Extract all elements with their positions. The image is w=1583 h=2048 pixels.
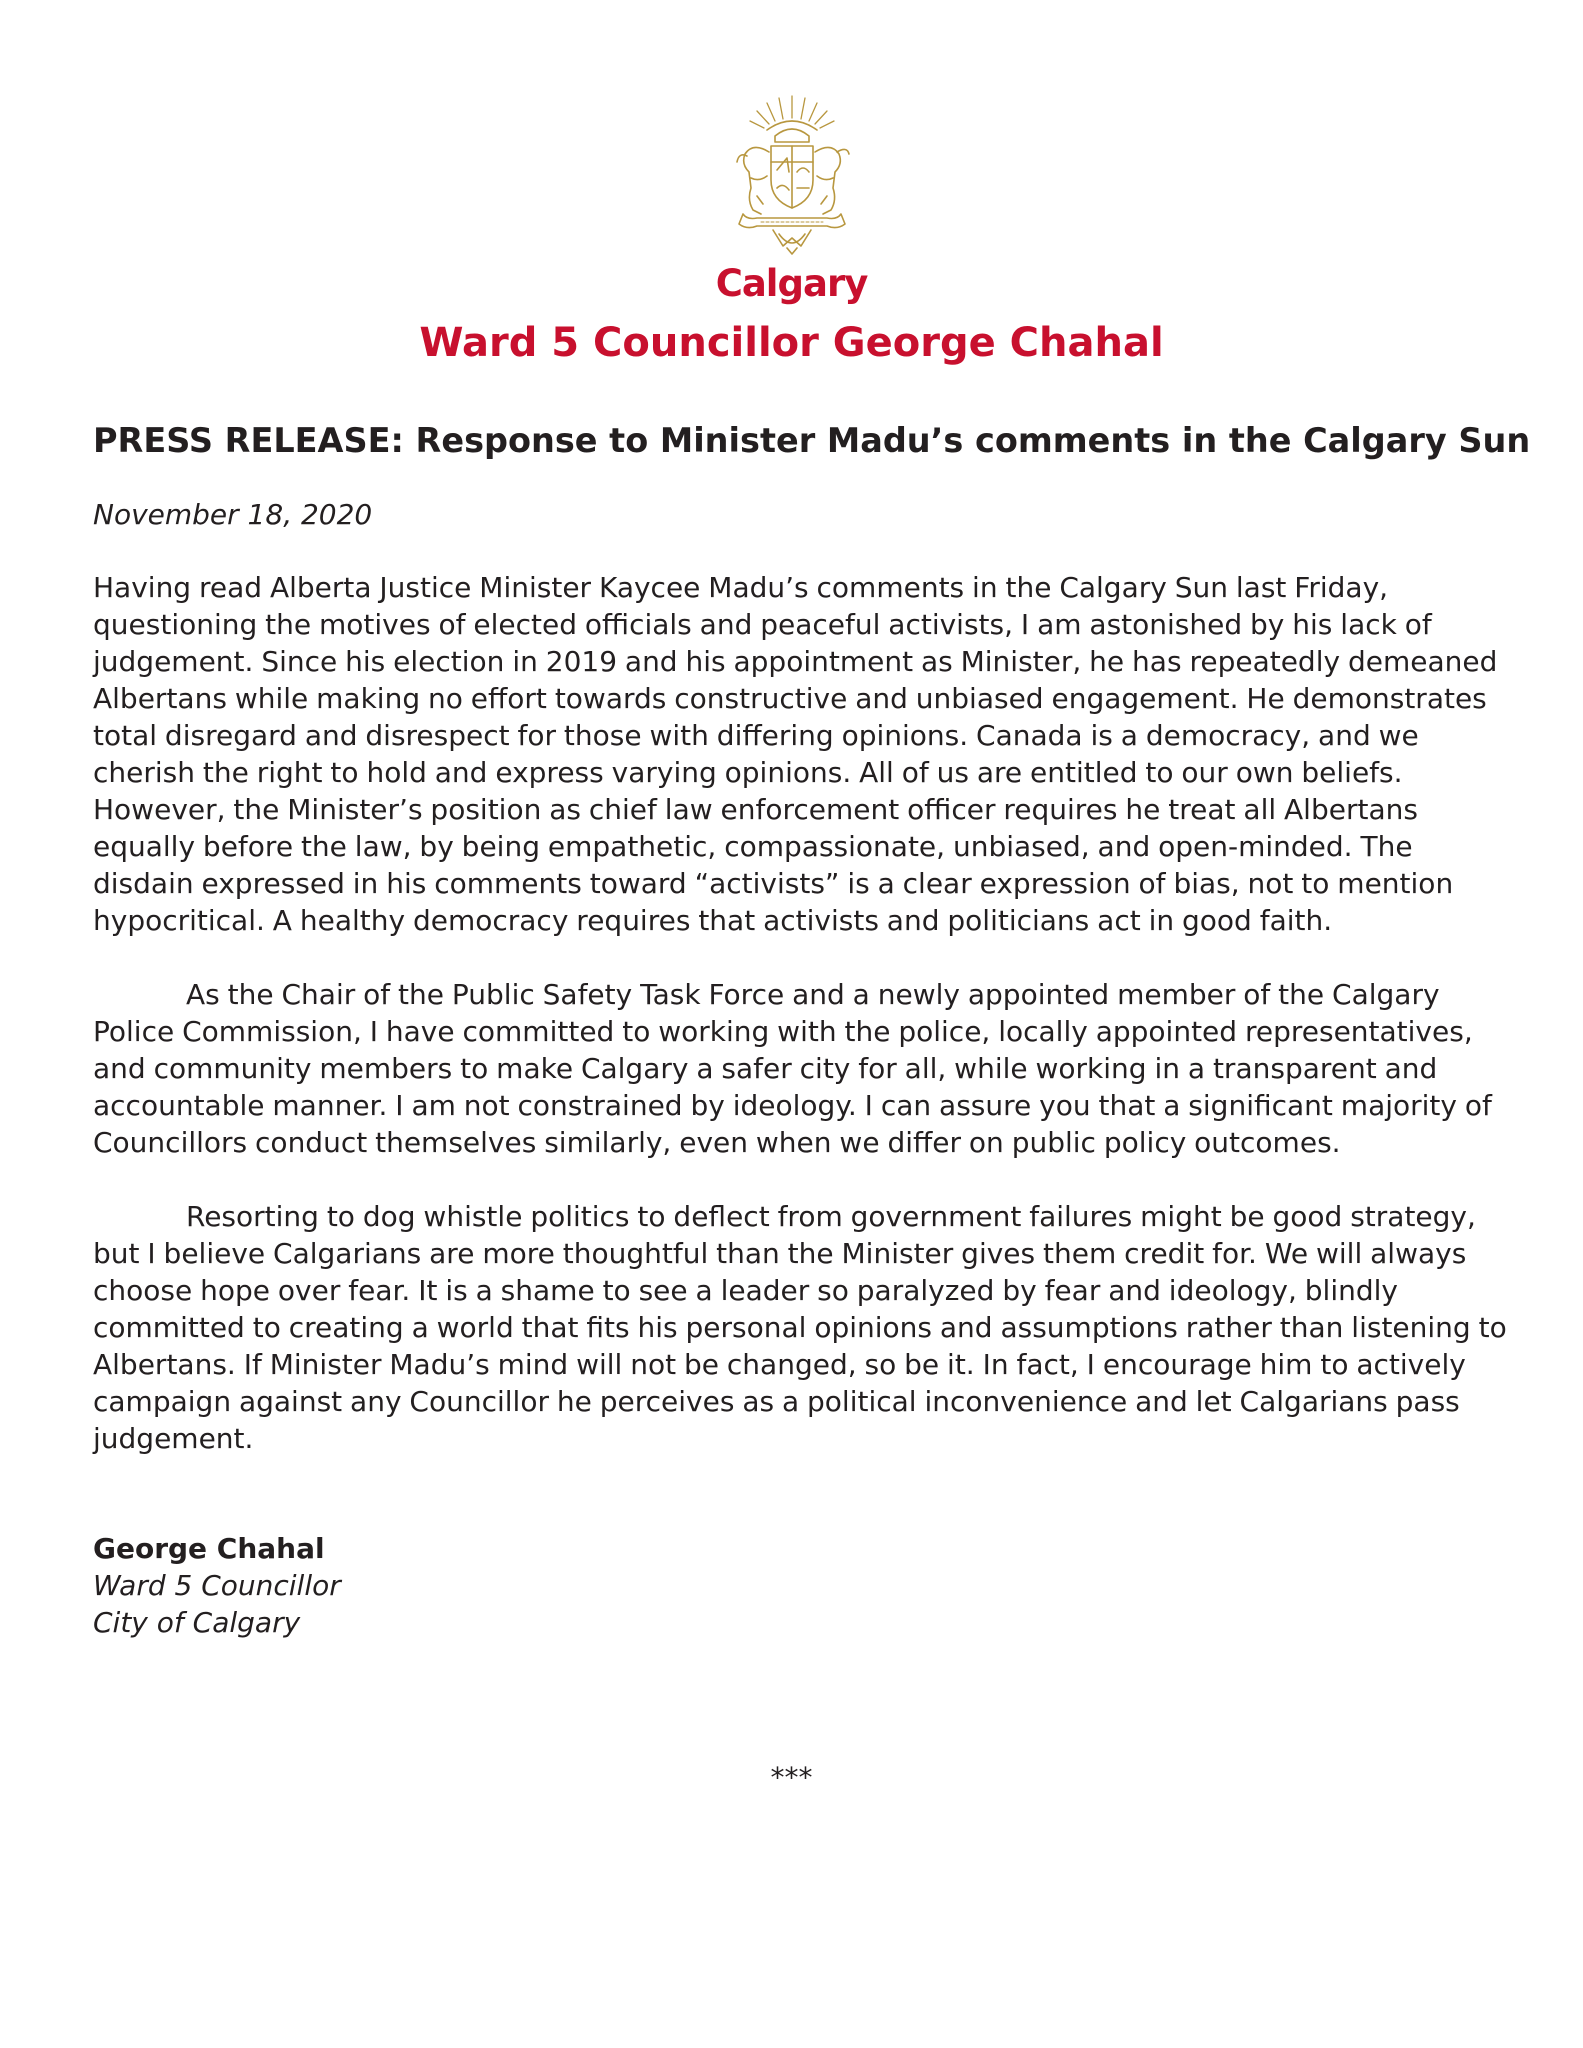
signature-name: George Chahal [93, 1532, 325, 1565]
body-paragraph: Having read Alberta Justice Minister Kaycee Madu’s comments in the Calgary Sun last Friday, questioning the motives of elected officials and peaceful activists, I am astonished by his lack of judgement. Since his election in 2019 and his appointment as Minister, he has repeatedly demeaned Albertans while making no effort towards constructive and unbiased engagement. He demonstrates total disregard and disrespect for those with differing opinions. Canada is a democracy, and we cherish the right to hold and express varying opinions. All of us are entitled to our own beliefs. However, the Minister’s position as chief law enforcement officer requires he treat all Albertans equally before the law, by being empathetic, compassionate, unbiased, and open-minded. The disdain expressed in his comments toward “activists” is a clear expression of bias, not to mention hypocritical. A healthy democracy requires that activists and politicians act in good faith. [93, 571, 1498, 937]
end-mark: *** [770, 1761, 813, 1794]
body-paragraph: Resorting to dog whistle politics to deflect from government failures might be good strategy, but I believe Calgarians are more thoughtful than the Minister gives them credit for. We will always choose hope over fear. It is a shame to see a leader so paralyzed by fear and ideology, blindly committed to creating a world that fits his personal opinions and assumptions rather than listening to Albertans. If Minister Madu’s mind will not be changed, so be it. In fact, I encourage him to actively campaign against any Councillor he perceives as a political inconvenience and let Calgarians pass judgement. [93, 1200, 1507, 1455]
release-date: November 18, 2020 [93, 498, 373, 531]
release-body [93, 418, 1531, 1641]
signature-block [93, 1530, 1513, 1641]
release-title: PRESS RELEASE: Response to Minister Madu’s comments in the Calgary Sun [93, 421, 1531, 460]
city-of-calgary-crest-icon [717, 92, 867, 256]
calgary-wordmark: Calgary [715, 262, 868, 305]
signature-organization: City of Calgary [93, 1606, 301, 1639]
letterhead [0, 92, 1583, 368]
councillor-title: Ward 5 Councillor George Chahal [419, 320, 1164, 366]
signature-title: Ward 5 Councillor [93, 1569, 341, 1602]
body-paragraph: As the Chair of the Public Safety Task Force and a newly appointed member of the Calgary Police Commission, I have committed to working with the police, locally appointed representatives, and community members to make Calgary a safer city for all, while working in a transparent and accountable manner. I am not constrained by ideology. I can assure you that a significant majority of Councillors conduct themselves similarly, even when we differ on public policy outcomes. [93, 978, 1492, 1159]
